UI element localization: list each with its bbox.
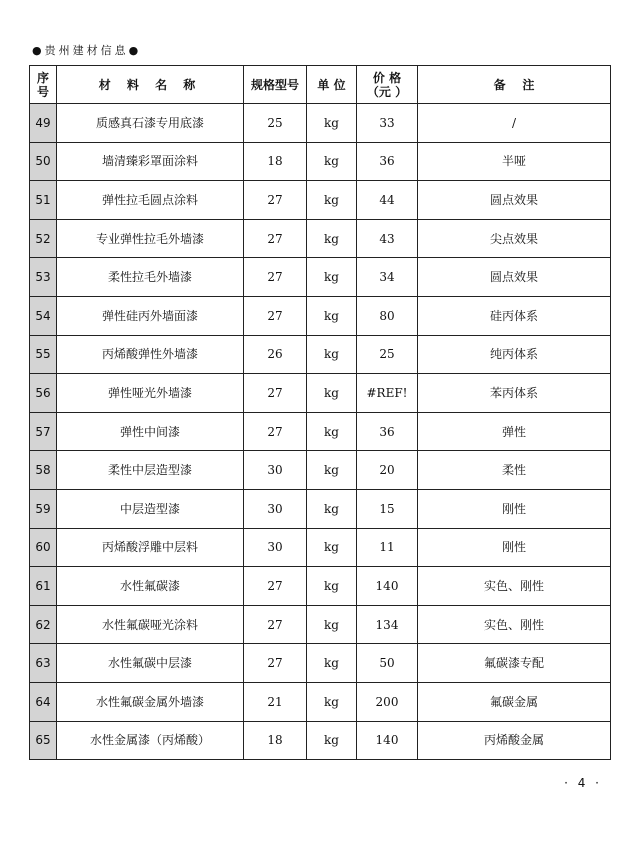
page-number: · 4 · xyxy=(564,776,602,790)
row-unit: kg xyxy=(307,567,357,606)
row-price: 43 xyxy=(357,219,418,258)
row-price: 15 xyxy=(357,489,418,528)
row-name: 弹性拉毛圆点涂料 xyxy=(57,181,244,220)
row-price: 140 xyxy=(357,567,418,606)
row-unit: kg xyxy=(307,605,357,644)
row-no: 54 xyxy=(30,296,57,335)
row-unit: kg xyxy=(307,296,357,335)
row-remark: 半哑 xyxy=(418,142,611,181)
row-no: 65 xyxy=(30,721,57,760)
row-price: 25 xyxy=(357,335,418,374)
row-unit: kg xyxy=(307,528,357,567)
row-spec: 21 xyxy=(244,682,307,721)
row-price: 33 xyxy=(357,104,418,143)
table-row xyxy=(30,528,611,567)
table-row xyxy=(30,104,611,143)
row-no: 63 xyxy=(30,644,57,683)
publication-header: ●贵州建材信息● xyxy=(32,44,142,57)
row-name: 水性氟碳中层漆 xyxy=(57,644,244,683)
table-row xyxy=(30,142,611,181)
table-row xyxy=(30,412,611,451)
row-unit: kg xyxy=(307,721,357,760)
header-remark: 备 注 xyxy=(418,66,611,104)
row-spec: 27 xyxy=(244,605,307,644)
row-name: 弹性哑光外墙漆 xyxy=(57,374,244,413)
table-header-row xyxy=(30,66,611,104)
table-row xyxy=(30,682,611,721)
table-row xyxy=(30,451,611,490)
row-remark: 刚性 xyxy=(418,528,611,567)
row-remark: 氟碳漆专配 xyxy=(418,644,611,683)
table-row xyxy=(30,644,611,683)
row-name: 专业弹性拉毛外墙漆 xyxy=(57,219,244,258)
row-unit: kg xyxy=(307,489,357,528)
row-name: 水性氟碳金属外墙漆 xyxy=(57,682,244,721)
row-spec: 27 xyxy=(244,412,307,451)
row-spec: 27 xyxy=(244,258,307,297)
row-price: 80 xyxy=(357,296,418,335)
row-name: 水性氟碳哑光涂料 xyxy=(57,605,244,644)
row-spec: 27 xyxy=(244,219,307,258)
row-unit: kg xyxy=(307,219,357,258)
row-price: 50 xyxy=(357,644,418,683)
row-spec: 30 xyxy=(244,451,307,490)
row-spec: 30 xyxy=(244,528,307,567)
row-unit: kg xyxy=(307,374,357,413)
row-price: #REF! xyxy=(357,374,418,413)
row-unit: kg xyxy=(307,682,357,721)
row-no: 58 xyxy=(30,451,57,490)
row-remark: 苯丙体系 xyxy=(418,374,611,413)
row-no: 60 xyxy=(30,528,57,567)
row-remark: / xyxy=(418,104,611,143)
row-unit: kg xyxy=(307,644,357,683)
row-price: 140 xyxy=(357,721,418,760)
row-remark: 柔性 xyxy=(418,451,611,490)
row-unit: kg xyxy=(307,451,357,490)
row-spec: 27 xyxy=(244,567,307,606)
row-no: 61 xyxy=(30,567,57,606)
table-row xyxy=(30,219,611,258)
price-table xyxy=(29,65,611,760)
header-price: 价 格 （元 ） xyxy=(357,66,418,104)
row-name: 质感真石漆专用底漆 xyxy=(57,104,244,143)
row-remark: 圆点效果 xyxy=(418,258,611,297)
row-no: 56 xyxy=(30,374,57,413)
row-spec: 25 xyxy=(244,104,307,143)
table-row xyxy=(30,335,611,374)
table-row xyxy=(30,181,611,220)
row-remark: 弹性 xyxy=(418,412,611,451)
row-no: 62 xyxy=(30,605,57,644)
row-remark: 尖点效果 xyxy=(418,219,611,258)
row-name: 水性金属漆（丙烯酸） xyxy=(57,721,244,760)
row-price: 36 xyxy=(357,412,418,451)
row-name: 墙清臻彩罩面涂料 xyxy=(57,142,244,181)
row-remark: 实色、刚性 xyxy=(418,567,611,606)
row-remark: 圆点效果 xyxy=(418,181,611,220)
row-no: 59 xyxy=(30,489,57,528)
row-no: 49 xyxy=(30,104,57,143)
header-name: 材 料 名 称 xyxy=(57,66,244,104)
row-remark: 纯丙体系 xyxy=(418,335,611,374)
header-seq: 序 号 xyxy=(30,66,57,104)
row-price: 20 xyxy=(357,451,418,490)
row-no: 50 xyxy=(30,142,57,181)
row-no: 51 xyxy=(30,181,57,220)
row-name: 弹性硅丙外墙面漆 xyxy=(57,296,244,335)
row-name: 丙烯酸浮雕中层料 xyxy=(57,528,244,567)
row-no: 55 xyxy=(30,335,57,374)
row-spec: 27 xyxy=(244,644,307,683)
row-spec: 30 xyxy=(244,489,307,528)
row-price: 34 xyxy=(357,258,418,297)
row-remark: 丙烯酸金属 xyxy=(418,721,611,760)
row-spec: 26 xyxy=(244,335,307,374)
row-name: 丙烯酸弹性外墙漆 xyxy=(57,335,244,374)
row-name: 弹性中间漆 xyxy=(57,412,244,451)
row-name: 水性氟碳漆 xyxy=(57,567,244,606)
row-unit: kg xyxy=(307,335,357,374)
table-row xyxy=(30,374,611,413)
row-name: 柔性拉毛外墙漆 xyxy=(57,258,244,297)
row-no: 53 xyxy=(30,258,57,297)
header-spec: 规格型号 xyxy=(244,66,307,104)
row-spec: 27 xyxy=(244,296,307,335)
row-remark: 刚性 xyxy=(418,489,611,528)
row-remark: 硅丙体系 xyxy=(418,296,611,335)
row-price: 200 xyxy=(357,682,418,721)
row-name: 中层造型漆 xyxy=(57,489,244,528)
table-row xyxy=(30,489,611,528)
table-row xyxy=(30,296,611,335)
row-name: 柔性中层造型漆 xyxy=(57,451,244,490)
row-price: 44 xyxy=(357,181,418,220)
row-spec: 18 xyxy=(244,721,307,760)
row-price: 36 xyxy=(357,142,418,181)
row-remark: 氟碳金属 xyxy=(418,682,611,721)
row-no: 64 xyxy=(30,682,57,721)
row-unit: kg xyxy=(307,412,357,451)
row-spec: 27 xyxy=(244,374,307,413)
header-unit: 单 位 xyxy=(307,66,357,104)
table-row xyxy=(30,721,611,760)
row-spec: 18 xyxy=(244,142,307,181)
row-remark: 实色、刚性 xyxy=(418,605,611,644)
row-unit: kg xyxy=(307,142,357,181)
table-row xyxy=(30,567,611,606)
row-no: 52 xyxy=(30,219,57,258)
table-row xyxy=(30,258,611,297)
row-unit: kg xyxy=(307,258,357,297)
row-no: 57 xyxy=(30,412,57,451)
row-price: 134 xyxy=(357,605,418,644)
row-unit: kg xyxy=(307,181,357,220)
row-price: 11 xyxy=(357,528,418,567)
row-unit: kg xyxy=(307,104,357,143)
row-spec: 27 xyxy=(244,181,307,220)
table-row xyxy=(30,605,611,644)
